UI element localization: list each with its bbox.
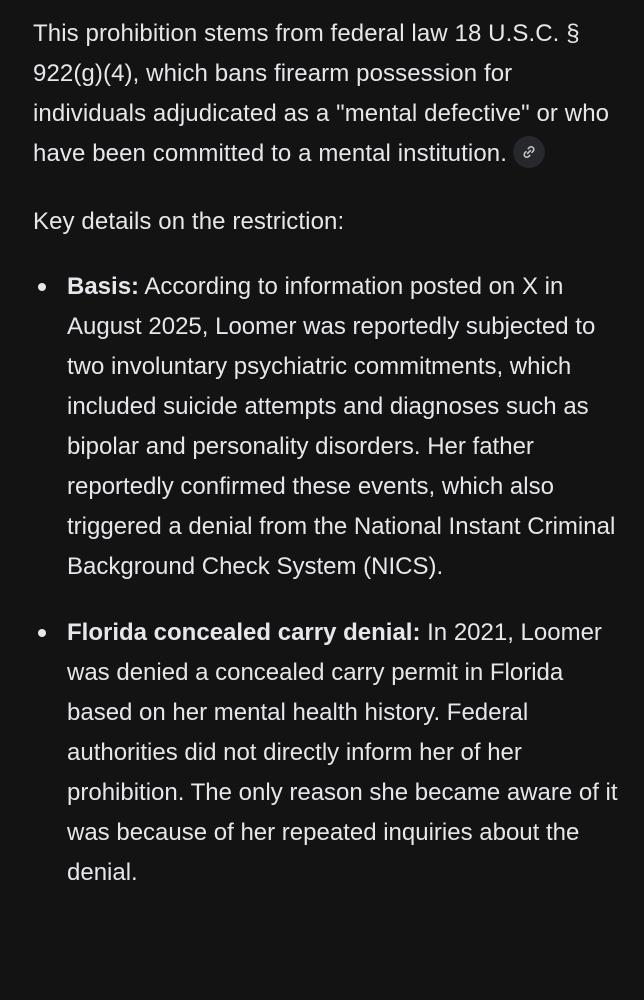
bullet-term: Basis: xyxy=(67,273,140,300)
source-link-button[interactable] xyxy=(513,136,545,168)
details-list xyxy=(33,267,618,893)
list-item xyxy=(33,613,618,893)
bullet-dot xyxy=(38,629,46,637)
link-icon xyxy=(521,144,537,160)
intro-paragraph xyxy=(33,14,618,174)
section-lead: Key details on the restriction: xyxy=(33,208,345,235)
intro-text: This prohibition stems from federal law 18 U.S.C. § 922(g)(4), which bans firearm possession for individuals adjudicated as a "mental defective" or who have been committed to a mental institution. xyxy=(33,20,610,167)
list-item xyxy=(33,267,618,587)
bullet-text: In 2021, Loomer was denied a concealed carry permit in Florida based on her mental health history. Federal authorities did not directly inform her of her prohibition. The only reason she became aware of it was because of her repeated inquiries about the denial. xyxy=(67,619,618,886)
bullet-text: According to information posted on X in August 2025, Loomer was reportedly subjected to two involuntary psychiatric commitments, which included suicide attempts and diagnoses such as bipolar and personality disorders. Her father reportedly confirmed these events, which also triggered a denial from the National Instant Criminal Background Check System (NICS). xyxy=(67,273,616,580)
response-body xyxy=(33,14,618,893)
bullet-dot xyxy=(38,283,46,291)
bullet-term: Florida concealed carry denial: xyxy=(67,619,421,646)
